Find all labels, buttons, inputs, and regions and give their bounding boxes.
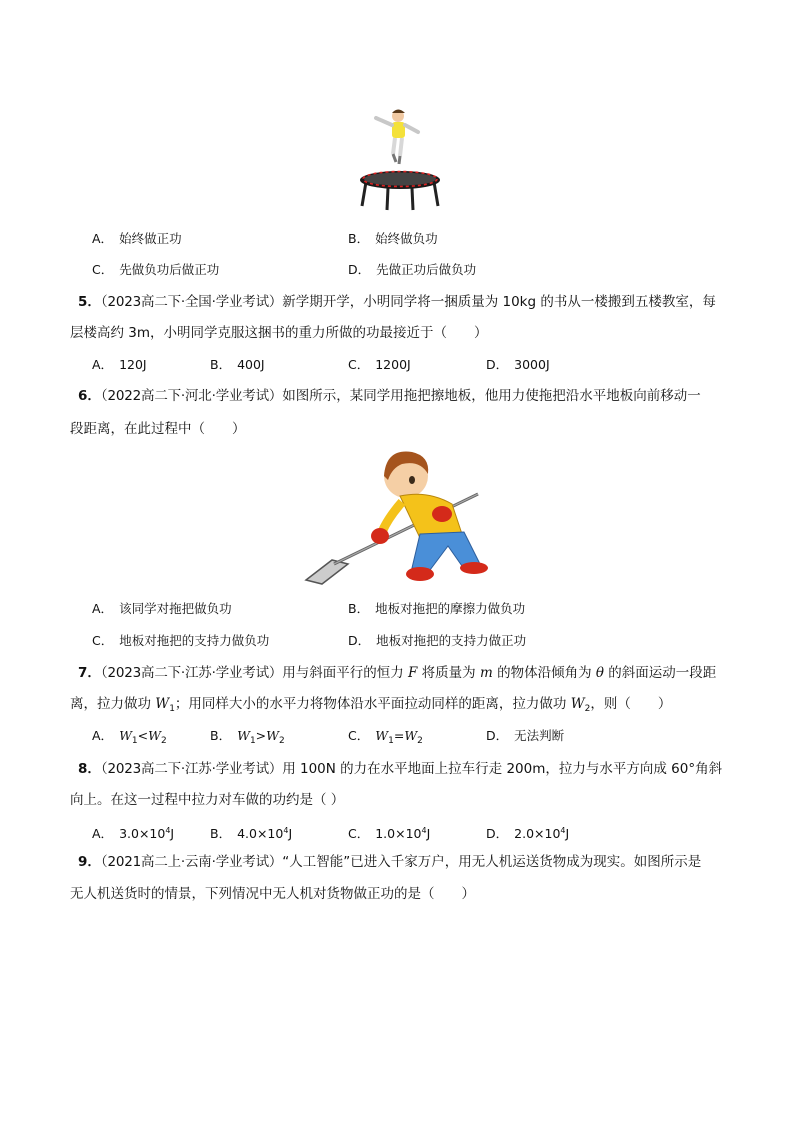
q7-option-d [486, 727, 564, 745]
option-text: 1.0×10 [375, 826, 422, 841]
question-text: 的物体沿倾角为 [492, 665, 596, 681]
q5-option-a [92, 356, 147, 374]
option-text: 地板对拖把的摩擦力做负功 [375, 601, 526, 616]
q8-stem-line2 [70, 790, 344, 810]
angle-variable: θ [595, 665, 605, 681]
q8-option-a [92, 822, 174, 843]
q4-option-c [92, 261, 219, 279]
q5-option-d [486, 356, 550, 374]
q8-option-d [486, 822, 569, 843]
question-text: 如图所示，某同学用拖把擦地板，他用力使拖把沿水平地板向前移动一 [282, 388, 701, 404]
q8-option-b [210, 822, 292, 843]
question-text: 无人机送货时的情景，下列情况中无人机对货物做正功的是（ ） [70, 886, 475, 902]
q7-stem-line2 [70, 694, 671, 719]
option-label: C． [348, 826, 370, 841]
question-text: 的斜面运动一段距 [604, 665, 717, 681]
question-text: 离，拉力做功 [70, 696, 156, 712]
q5-option-b [210, 356, 265, 374]
question-text: 用 100N 的力在水平地面上拉车行走 200m，拉力与水平方向成 60°角斜 [282, 761, 723, 777]
q4-option-a [92, 230, 182, 248]
option-label: B． [348, 601, 370, 616]
q6-stem-line1 [78, 386, 701, 406]
exponent: 4 [421, 826, 427, 835]
option-label: C． [92, 262, 114, 277]
subscript: 1 [169, 704, 175, 714]
option-label: B． [210, 826, 232, 841]
q9-stem-line2 [70, 884, 475, 904]
question-source: （2022高二下·河北·学业考试） [100, 388, 283, 404]
option-label: A． [92, 826, 114, 841]
trampoline-figure [352, 106, 448, 214]
question-text: 将质量为 [417, 665, 480, 681]
subscript: 1 [249, 736, 256, 746]
option-text: 1200J [375, 357, 411, 372]
option-label: A． [92, 601, 114, 616]
question-source: （2023高二下·江苏·学业考试） [100, 761, 283, 777]
q4-option-b [348, 230, 438, 248]
question-text: 段距离，在此过程中（ ） [70, 421, 246, 437]
work-variable: W [237, 728, 250, 743]
exponent: 4 [283, 826, 289, 835]
subscript: 2 [279, 736, 285, 746]
option-label: D． [486, 357, 509, 372]
option-label: A． [92, 357, 114, 372]
question-source: （2021高二上·云南·学业考试） [100, 854, 283, 870]
question-text: 层楼高约 3m，小明同学克服这捆书的重力所做的功最接近于（ ） [70, 325, 488, 341]
option-text: 4.0×10 [237, 826, 284, 841]
question-text: “人工智能”已进入千家万户，用无人机运送货物成为现实。如图所示是 [282, 854, 702, 870]
option-label: C． [92, 633, 114, 648]
question-text: 向上。在这一过程中拉力对车做的功约是（ ） [70, 792, 345, 808]
unit: J [288, 826, 293, 841]
work-variable: W [404, 728, 418, 743]
option-text: 400J [237, 357, 265, 372]
option-label: D． [486, 826, 509, 841]
unit: J [426, 826, 431, 841]
operator: < [137, 728, 149, 743]
option-text: 地板对拖把的支持力做负功 [119, 633, 270, 648]
q5-stem-line2 [70, 323, 488, 343]
q6-option-b [348, 600, 525, 618]
option-text: 3000J [514, 357, 550, 372]
question-number: 6． [78, 388, 101, 404]
option-text: 先做负功后做正功 [119, 262, 220, 277]
question-number: 5． [78, 294, 101, 310]
work-variable: W [155, 696, 170, 712]
option-label: D． [348, 633, 371, 648]
option-text: 该同学对拖把做负功 [119, 601, 232, 616]
option-text: 3.0×10 [119, 826, 166, 841]
option-label: B． [210, 357, 232, 372]
question-number: 8． [78, 761, 101, 777]
subscript: 2 [417, 736, 423, 746]
unit: J [565, 826, 570, 841]
option-label: C． [348, 357, 370, 372]
option-text: 地板对拖把的支持力做正功 [376, 633, 527, 648]
subscript: 2 [584, 704, 591, 714]
option-label: B． [348, 231, 370, 246]
q7-option-b [210, 727, 285, 750]
option-text: 无法判断 [514, 728, 565, 743]
mopping-boy-figure [302, 446, 492, 588]
exponent: 4 [560, 826, 566, 835]
q6-option-a [92, 600, 232, 618]
option-label: C． [348, 728, 370, 743]
unit: J [170, 826, 175, 841]
option-label: A． [92, 231, 114, 246]
subscript: 1 [388, 736, 394, 746]
exponent: 4 [165, 826, 171, 835]
work-variable: W [375, 728, 389, 743]
option-text: 120J [119, 357, 147, 372]
question-text: 新学期开学，小明同学将一捆质量为 10kg 的书从一楼搬到五楼教室，每 [282, 294, 716, 310]
q6-option-d [348, 632, 526, 650]
work-variable: W [570, 696, 585, 712]
q7-option-c [348, 727, 423, 750]
question-text: 用与斜面平行的恒力 [282, 665, 408, 681]
option-text: 始终做正功 [119, 231, 182, 246]
q6-option-c [92, 632, 269, 650]
q5-option-c [348, 356, 411, 374]
operator: > [255, 728, 267, 743]
q8-option-c [348, 822, 430, 843]
work-variable: W [119, 728, 132, 743]
option-text: 2.0×10 [514, 826, 561, 841]
operator: = [393, 728, 405, 743]
force-variable: F [408, 665, 418, 681]
option-text: 先做正功后做负功 [376, 262, 477, 277]
question-text: ；用同样大小的水平力将物体沿水平面拉动同样的距离，拉力做功 [174, 696, 571, 712]
question-source: （2023高二下·全国·学业考试） [100, 294, 283, 310]
mass-variable: m [479, 665, 493, 681]
q5-stem-line1 [78, 292, 716, 312]
subscript: 2 [161, 736, 167, 746]
q6-stem-line2 [70, 419, 246, 439]
option-label: D． [486, 728, 509, 743]
question-number: 7． [78, 665, 101, 681]
question-source: （2023高二下·江苏·学业考试） [100, 665, 283, 681]
question-number: 9． [78, 854, 101, 870]
question-text: ，则（ ） [590, 696, 672, 712]
option-label: D． [348, 262, 371, 277]
q9-stem-line1 [78, 852, 701, 872]
q4-option-d [348, 261, 476, 279]
option-label: B． [210, 728, 232, 743]
q8-stem-line1 [78, 759, 722, 779]
option-label: A． [92, 728, 114, 743]
q7-option-a [92, 727, 167, 750]
work-variable: W [266, 728, 280, 743]
subscript: 1 [131, 736, 138, 746]
option-text: 始终做负功 [375, 231, 438, 246]
q7-stem-line1 [78, 663, 716, 683]
work-variable: W [148, 728, 161, 743]
